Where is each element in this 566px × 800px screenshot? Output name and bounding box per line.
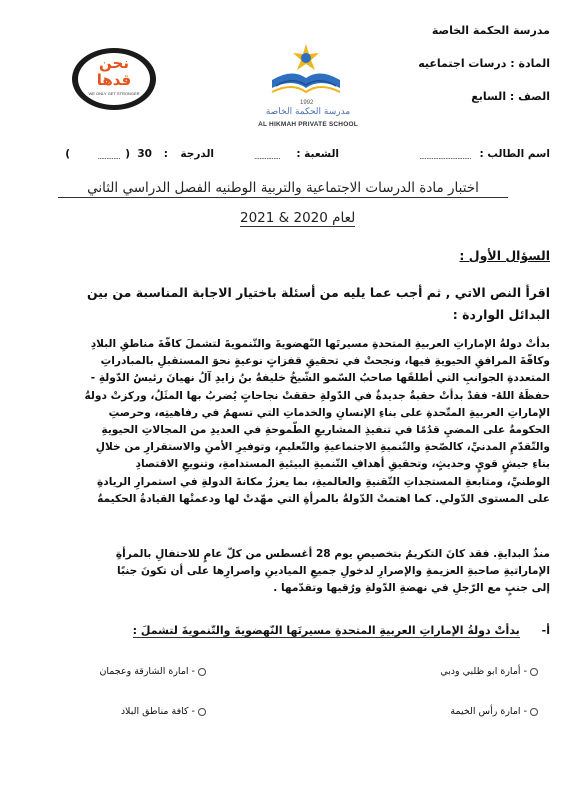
section-field[interactable]: ............... xyxy=(254,152,280,161)
option-2[interactable]: - امارة الشارقة وعجمان xyxy=(99,666,206,677)
exam-title: اختبار مادة الدرسات الاجتماعية والتربية الوطنيه الفصل الدراسي الثاني xyxy=(58,180,508,198)
score-total: 30 xyxy=(137,148,152,160)
passage-line: بناءِ جيشٍ قويٍ وحديثٍ، وتحقيقِ أهدافِ التّنميةِ البيئيةِ المستدامةِ، وتنويعِ الاقتصادِ xyxy=(135,458,550,471)
exam-year: لعام 2020 & 2021 xyxy=(240,210,356,226)
passage-line: الحكومةُ على المضيِ قدُمًا في تنفيذِ المشاريعِ الطّموحةِ في العديدِ من المجالاتِ الحيويةِ xyxy=(101,424,550,437)
option-3[interactable]: - امارة رأس الخيمة xyxy=(450,706,538,717)
passage-line: المتعددةِ الجوانبِ التي أطلقَها صاحبُ السّمو الشّيخُ خليفةُ بنُ زايدِ آلُ نهيانَ رئيسُ الدّولةِ - xyxy=(90,372,550,385)
passage-line: الإماراتِ العربيةِ المتّحدةِ على بناءِ الإنسانِ والخدماتِ التي تسهمُ في رفاهيتِه، وحرصتِ xyxy=(108,406,550,419)
radio-icon[interactable] xyxy=(198,708,206,716)
passage-line: بدأتْ دولةُ الإماراتِ العربيةِ المتحدةِ مسيرتَها النّهضويةَ والتّنمويةَ لتشملَ كافّةَ مناطقِ البلادِ xyxy=(90,338,550,350)
sub-question-letter: أ- xyxy=(541,624,550,637)
reading-passage-2 xyxy=(12,546,550,598)
score-colon: : xyxy=(163,148,168,160)
passage-line: وكافّةَ المرافقِ الحيويةِ فيها، ونجحتْ في تحقيقِ قفزاتٍ نوعيةٍ نحوَ المستقبلِ بالمبادراتِ xyxy=(100,355,550,368)
passage-line: حفظَهُ اللهُ- فقدْ بدأتْ حقبةٌ جديدةٌ في الدّولةِ حققتْ نجاحاتٍ يُضربُ بها المثَلُ، وركزتْ دولةُ xyxy=(84,389,550,402)
section-label: الشعبة : xyxy=(296,148,339,160)
passage-line: إلى جنبٍ مع الرّجلِ في نهضةِ الدّولةِ ورُقيها وتقدّمها . xyxy=(273,582,550,595)
student-name-field[interactable]: .............................. xyxy=(419,152,471,161)
passage-line: على المستوى الدّولي. كما اهتمتْ الدّولةُ بالمرأةِ التي مهّدتْ لها ودعمتْها القيادةُ الحكيمةُ xyxy=(97,492,550,505)
grade-label: الصف : السابع xyxy=(471,90,550,103)
reading-passage xyxy=(12,336,550,508)
sub-question-text: بدأتْ دولةُ الإماراتِ العربيةِ المتحدةِ مسيرتَها النّهضويةَ والتّنمويةَ لتشملَ : xyxy=(132,624,520,637)
option-1[interactable]: - أمارة ابو ظلبي ودبي xyxy=(440,666,538,677)
badge-tagline: WE ONLY GET STRONGER xyxy=(88,91,140,96)
sub-question xyxy=(133,624,550,637)
logo-english-name: AL HIKMAH PRIVATE SCHOOL xyxy=(258,121,358,128)
school-emblem-icon xyxy=(242,40,372,102)
question-instruction-line-2: البدائل الواردة : xyxy=(452,307,550,322)
question-heading: السؤال الأول : xyxy=(459,248,550,263)
score-open-paren: ( xyxy=(125,148,130,160)
passage-line: منذُ البدايةِ. فقد كانَ التكريمُ بتخصيصِ يوم 28 أغسطس من كلّ عامٍ للاحتفالِ بالمرأةِ xyxy=(115,548,550,560)
radio-icon[interactable] xyxy=(530,668,538,676)
badge-word-2: قدها xyxy=(96,71,132,89)
nahnu-qaddaha-badge xyxy=(70,46,158,112)
score-field[interactable]: ............. xyxy=(97,152,120,161)
student-name-label: اسم الطالب : xyxy=(479,148,550,160)
logo-year: 1992 xyxy=(300,100,314,106)
passage-line: الإماراتيةِ صاحبةِ العزيمةِ والإصرارِ لدخولِ جميعِ الميادينِ واصرارِها على أن تكونَ جنبًا xyxy=(117,565,550,578)
radio-icon[interactable] xyxy=(198,668,206,676)
passage-line: الوطنيِّ، ومتابعةِ المستجداتِ التّقنيةِ والعالميةِ، بما يعززُ مكانةَ الدولةِ في استمرارِ الريادةِ xyxy=(97,475,550,488)
question-instruction-line-1: اقرأ النص الاتي , ثم أجب عما يليه من أسئلة باختيار الاجابة المناسبة من بين xyxy=(87,285,550,300)
option-4[interactable]: - كافة مناطق البلاد xyxy=(121,706,206,717)
score-close-paren: ) xyxy=(65,148,70,160)
school-logo xyxy=(242,40,372,135)
badge-word-1: نحن xyxy=(99,54,129,72)
logo-arabic-name: مدرسة الحكمة الخاصة xyxy=(265,107,351,117)
subject-label: المادة : درسات اجتماعيه xyxy=(418,57,550,70)
score-label: الدرجة xyxy=(180,148,214,160)
school-name: مدرسة الحكمة الخاصة xyxy=(431,24,550,37)
radio-icon[interactable] xyxy=(530,708,538,716)
passage-line: والتّقدّمِ المدنيِّ، كالصّحةِ والتّنميةِ الاجتماعيةِ والتّعليمِ، وتوفيرِ الأمنِ والاستقرارِ من خلالِ xyxy=(95,441,550,454)
